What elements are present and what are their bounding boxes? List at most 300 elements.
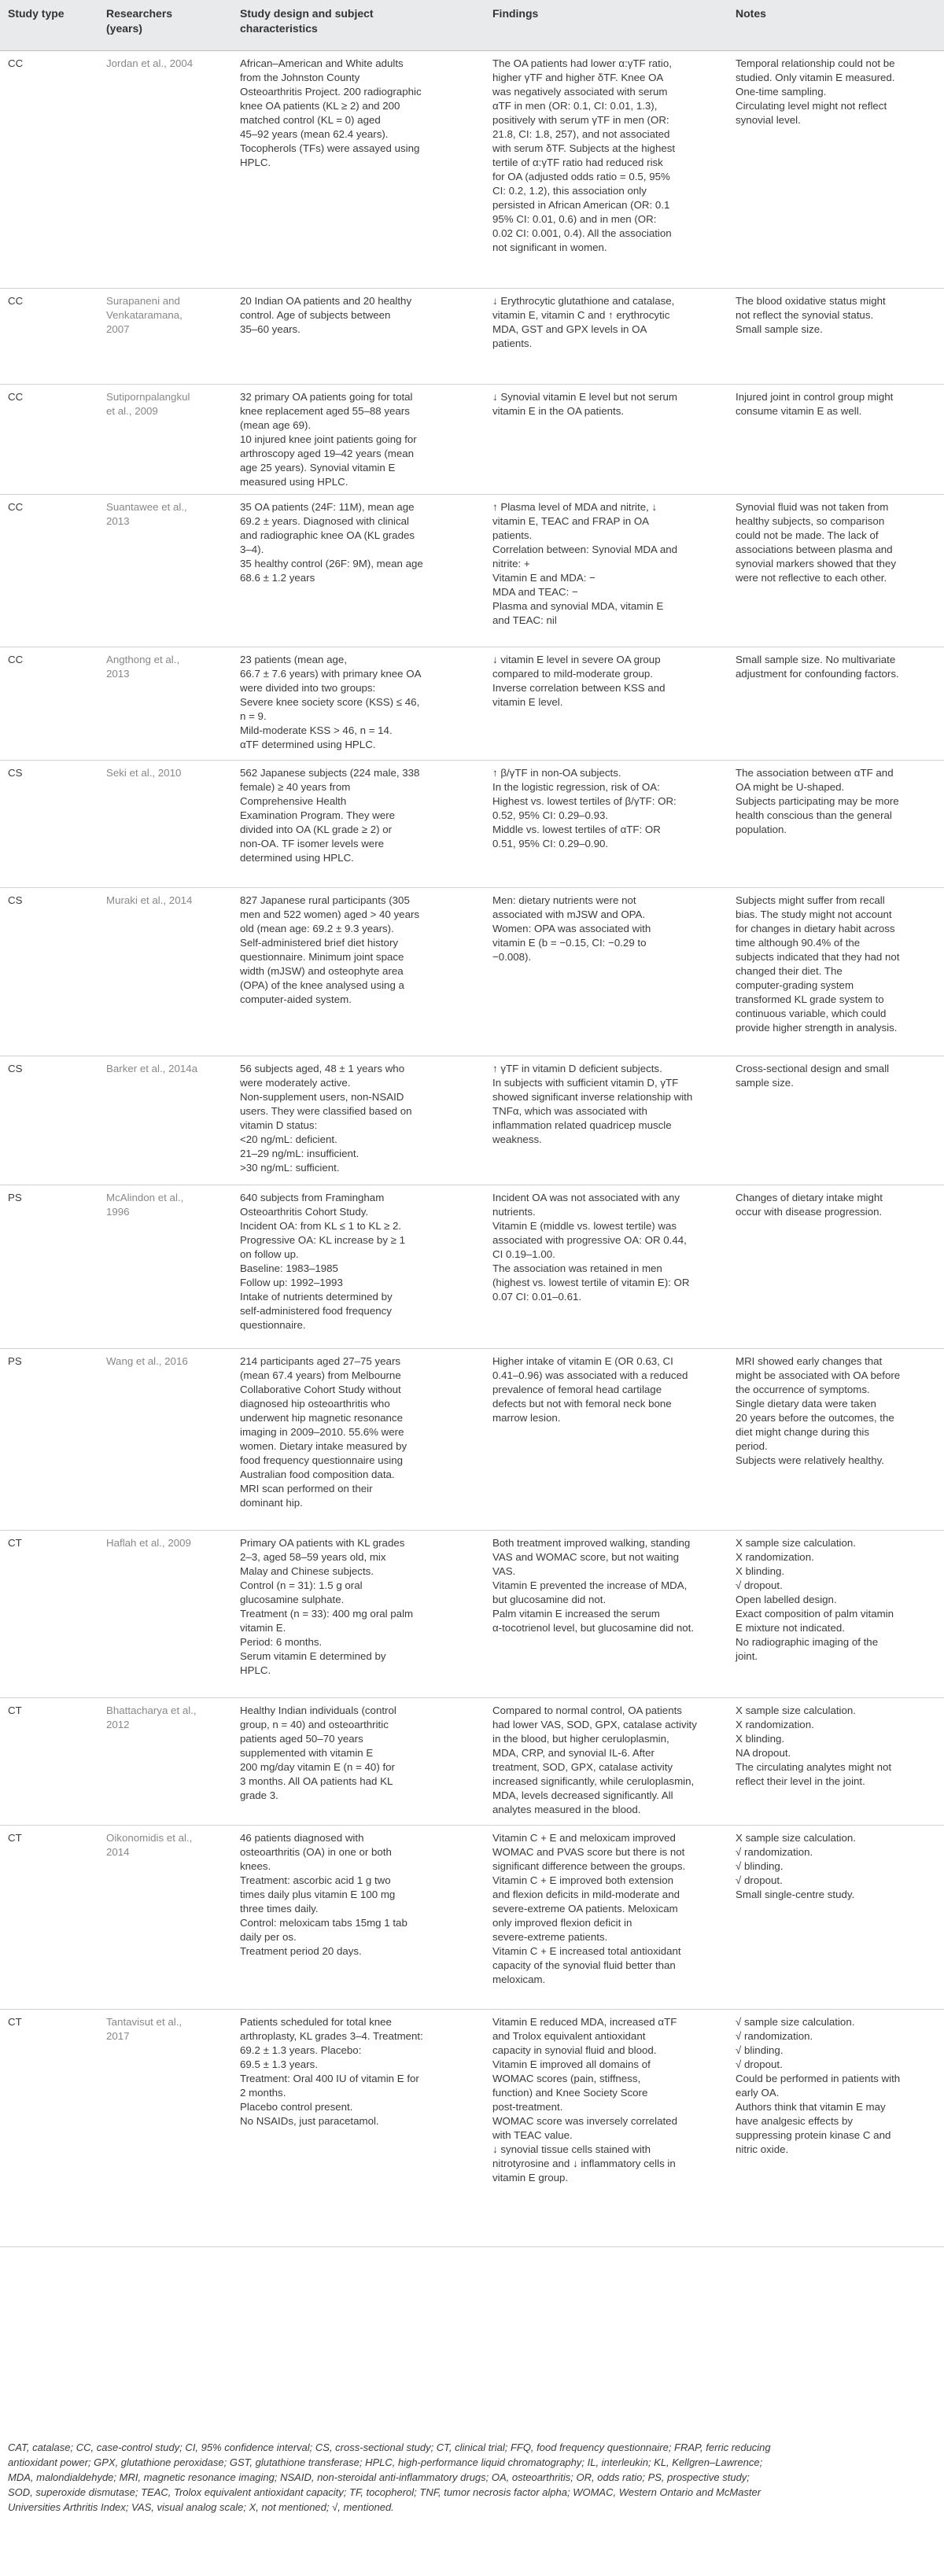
cell-line: Sutipornpalangkul bbox=[106, 391, 190, 403]
cell-line: No radiographic imaging of the bbox=[736, 1636, 879, 1648]
cell-line: Wang et al., 2016 bbox=[106, 1355, 188, 1367]
cell-line: Period: 6 months. bbox=[240, 1636, 323, 1648]
design-cell bbox=[240, 653, 421, 752]
cell-line: α-tocotrienol level, but glucosamine did not. bbox=[492, 1622, 695, 1634]
cell-line: Haflah et al., 2009 bbox=[106, 1537, 191, 1549]
design-cell bbox=[240, 500, 423, 585]
table-footnote bbox=[8, 2440, 936, 2515]
cell-line: Subjects were relatively healthy. bbox=[736, 1454, 884, 1466]
cell-line: 827 Japanese rural participants (305 bbox=[240, 894, 410, 906]
researchers-cell bbox=[106, 1191, 183, 1219]
header-text: Researchers bbox=[106, 7, 173, 20]
cell-line: Malay and Chinese subjects. bbox=[240, 1565, 374, 1577]
cell-line: CC bbox=[8, 57, 24, 69]
study-type-cell bbox=[8, 766, 22, 780]
cell-line: X randomization. bbox=[736, 1551, 814, 1563]
cell-line: CT bbox=[8, 1832, 22, 1844]
cell-line: were not reflective to each other. bbox=[736, 572, 887, 584]
cell-line: 3–4). bbox=[240, 544, 264, 555]
design-cell bbox=[240, 1354, 407, 1510]
notes-cell bbox=[736, 1354, 900, 1468]
cell-line: had lower VAS, SOD, GPX, catalase activity bbox=[492, 1719, 697, 1730]
footnote-line: CAT, catalase; CC, case-control study; CI, 95% confidence interval; CS, cross-sectional study; CT, clinical trial; FFQ, food frequency questionnaire; FRAP, ferric reducing bbox=[8, 2441, 771, 2453]
notes-cell bbox=[736, 653, 899, 681]
cell-line: TNFα, which was associated with bbox=[492, 1105, 647, 1117]
cell-line: Serum vitamin E determined by bbox=[240, 1650, 386, 1662]
cell-line: 69.2 ± 1.3 years. Placebo: bbox=[240, 2044, 362, 2056]
cell-line: arthroscopy aged 19–42 years (mean bbox=[240, 448, 415, 459]
cell-line: underwent hip magnetic resonance bbox=[240, 1412, 403, 1424]
header-text: characteristics bbox=[240, 22, 318, 35]
study-type-cell bbox=[8, 390, 23, 404]
header-researchers bbox=[106, 6, 172, 36]
cell-line: (mean 67.4 years) from Melbourne bbox=[240, 1369, 401, 1381]
cell-line: with TEAC value. bbox=[492, 2129, 573, 2141]
findings-cell bbox=[492, 766, 677, 851]
cell-line: patients aged 50–70 years bbox=[240, 1733, 363, 1745]
cell-line: function) and Knee Society Score bbox=[492, 2087, 648, 2099]
cell-line: Non-supplement users, non-NSAID bbox=[240, 1091, 404, 1103]
cell-line: CT bbox=[8, 1704, 22, 1716]
notes-cell bbox=[736, 57, 895, 127]
cell-line: Subjects participating may be more bbox=[736, 795, 899, 807]
table-header bbox=[0, 0, 944, 50]
cell-line: increased significantly, while ceruloplasmin, bbox=[492, 1775, 695, 1787]
table-row bbox=[0, 647, 944, 761]
cell-line: X sample size calculation. bbox=[736, 1832, 856, 1844]
footnote-line: Universities Arthritis Index; VAS, visual analog scale; X, not mentioned; √, mentioned. bbox=[8, 2501, 394, 2513]
cell-line: nutrients. bbox=[492, 1206, 536, 1218]
cell-line: old (mean age: 69.2 ± 9.3 years). bbox=[240, 923, 394, 934]
cell-line: daily per os. bbox=[240, 1931, 297, 1943]
cell-line: CS bbox=[8, 894, 23, 906]
cell-line: ↓ synovial tissue cells stained with bbox=[492, 2143, 651, 2155]
cell-line: Healthy Indian individuals (control bbox=[240, 1704, 396, 1716]
cell-line: vitamin E (b = −0.15, CI: −0.29 to bbox=[492, 937, 647, 949]
cell-line: marrow lesion. bbox=[492, 1412, 561, 1424]
cell-line: Single dietary data were taken bbox=[736, 1398, 876, 1410]
cell-line: VAS and WOMAC score, but not waiting bbox=[492, 1551, 679, 1563]
cell-line: The association was retained in men bbox=[492, 1262, 662, 1274]
study-type-cell bbox=[8, 1831, 22, 1845]
cell-line: ↑ β/γTF in non-OA subjects. bbox=[492, 767, 621, 779]
cell-line: the occurrence of symptoms. bbox=[736, 1384, 870, 1395]
cell-line: 0.07 CI: 0.01–0.61. bbox=[492, 1291, 582, 1303]
cell-line: et al., 2009 bbox=[106, 405, 158, 417]
design-cell bbox=[240, 390, 417, 489]
cell-line: occur with disease progression. bbox=[736, 1206, 883, 1218]
cell-line: transformed KL grade system to bbox=[736, 993, 884, 1005]
cell-line: group, n = 40) and osteoarthritic bbox=[240, 1719, 389, 1730]
cell-line: MDA and TEAC: − bbox=[492, 586, 578, 598]
cell-line: Open labelled design. bbox=[736, 1594, 837, 1605]
cell-line: CT bbox=[8, 2016, 22, 2028]
cell-line: √ dropout. bbox=[736, 1579, 783, 1591]
cell-line: X blinding. bbox=[736, 1565, 785, 1577]
cell-line: CC bbox=[8, 501, 24, 513]
cell-line: Vitamin C + E improved both extension bbox=[492, 1874, 673, 1886]
cell-line: Men: dietary nutrients were not bbox=[492, 894, 636, 906]
cell-line: 95% CI: 0.01, 0.6) and in men (OR: bbox=[492, 213, 657, 225]
notes-cell bbox=[736, 894, 899, 1035]
cell-line: severe-extreme OA patients. Meloxicam bbox=[492, 1903, 678, 1914]
cell-line: The circulating analytes might not bbox=[736, 1761, 892, 1773]
cell-line: 35 healthy control (26F: 9M), mean age bbox=[240, 558, 423, 569]
cell-line: CT bbox=[8, 1537, 22, 1549]
cell-line: was negatively associated with serum bbox=[492, 86, 668, 98]
cell-line: and TEAC: nil bbox=[492, 614, 557, 626]
cell-line: 21.8, CI: 1.8, 257), and not associated bbox=[492, 128, 670, 140]
cell-line: defects but not with femoral neck bone bbox=[492, 1398, 672, 1410]
cell-line: Circulating level might not reflect bbox=[736, 100, 887, 112]
cell-line: Temporal relationship could not be bbox=[736, 57, 895, 69]
cell-line: 69.2 ± years. Diagnosed with clinical bbox=[240, 515, 409, 527]
cell-line: Authors think that vitamin E may bbox=[736, 2101, 886, 2113]
cell-line: changed their diet. The bbox=[736, 965, 843, 977]
cell-line: Subjects might suffer from recall bbox=[736, 894, 885, 906]
design-cell bbox=[240, 1831, 407, 1959]
cell-line: times daily plus vitamin E 100 mg bbox=[240, 1889, 396, 1900]
findings-cell bbox=[492, 894, 651, 964]
cell-line: 2013 bbox=[106, 515, 130, 527]
cell-line: (highest vs. lowest tertile of vitamin E): OR bbox=[492, 1277, 690, 1288]
cell-line: were divided into two groups: bbox=[240, 682, 376, 694]
cell-line: capacity of the synovial fluid better than bbox=[492, 1959, 676, 1971]
researchers-cell bbox=[106, 294, 183, 337]
notes-cell bbox=[736, 500, 896, 585]
cell-line: Oikonomidis et al., bbox=[106, 1832, 193, 1844]
cell-line: 46 patients diagnosed with bbox=[240, 1832, 364, 1844]
cell-line: √ blinding. bbox=[736, 1860, 784, 1872]
cell-line: 23 patients (mean age, bbox=[240, 654, 348, 665]
findings-cell bbox=[492, 1536, 694, 1635]
cell-line: MDA, CRP, and synovial IL-6. After bbox=[492, 1747, 655, 1759]
cell-line: age 25 years). Synovial vitamin E bbox=[240, 462, 396, 474]
table-row bbox=[0, 495, 944, 647]
footnote-line: antioxidant power; GPX, glutathione peroxidase; GST, glutathione transferase; HPLC, high-performance liquid chromatography; IL, interleukin; KL, Kellgren–Lawrence; bbox=[8, 2456, 763, 2468]
cell-line: Follow up: 1992–1993 bbox=[240, 1277, 343, 1288]
header-text: Findings bbox=[492, 7, 539, 20]
cell-line: PS bbox=[8, 1355, 22, 1367]
cell-line: post-treatment. bbox=[492, 2101, 563, 2113]
cell-line: (mean age 69). bbox=[240, 419, 312, 431]
cell-line: Seki et al., 2010 bbox=[106, 767, 182, 779]
cell-line: vitamin E in the OA patients. bbox=[492, 405, 625, 417]
cell-line: significant difference between the groups. bbox=[492, 1860, 686, 1872]
cell-line: patients. bbox=[492, 337, 533, 349]
study-type-cell bbox=[8, 1704, 22, 1718]
cell-line: E mixture not indicated. bbox=[736, 1622, 845, 1634]
cell-line: Vitamin E and MDA: − bbox=[492, 572, 596, 584]
design-cell bbox=[240, 294, 411, 337]
design-cell bbox=[240, 1062, 412, 1175]
cell-line: measured using HPLC. bbox=[240, 476, 348, 488]
cell-line: In subjects with sufficient vitamin D, γTF bbox=[492, 1077, 679, 1089]
cell-line: Cross-sectional design and small bbox=[736, 1063, 890, 1074]
cell-line: CC bbox=[8, 295, 24, 307]
cell-line: food frequency questionnaire using bbox=[240, 1454, 403, 1466]
cell-line: healthy subjects, so comparison bbox=[736, 515, 885, 527]
cell-line: reflect their level in the joint. bbox=[736, 1775, 865, 1787]
cell-line: Treatment: Oral 400 IU of vitamin E for bbox=[240, 2073, 419, 2084]
findings-cell bbox=[492, 390, 677, 418]
cell-line: from the Johnston County bbox=[240, 72, 360, 83]
cell-line: 200 mg/day vitamin E (n = 40) for bbox=[240, 1761, 395, 1773]
design-cell bbox=[240, 894, 419, 1007]
notes-cell bbox=[736, 1831, 856, 1902]
cell-line: −0.008). bbox=[492, 951, 532, 963]
cell-line: Tantavisut et al., bbox=[106, 2016, 183, 2028]
table-row bbox=[0, 289, 944, 385]
cell-line: consume vitamin E as well. bbox=[736, 405, 862, 417]
cell-line: In the logistic regression, risk of OA: bbox=[492, 781, 660, 793]
researchers-cell bbox=[106, 1831, 192, 1859]
cell-line: The association between αTF and bbox=[736, 767, 894, 779]
cell-line: 1996 bbox=[106, 1206, 130, 1218]
table-row bbox=[0, 1349, 944, 1531]
cell-line: Vitamin E reduced MDA, increased αTF bbox=[492, 2016, 677, 2028]
cell-line: 0.02 CI: 0.001, 0.4). All the association bbox=[492, 227, 672, 239]
study-type-cell bbox=[8, 1062, 22, 1076]
findings-cell bbox=[492, 1062, 692, 1147]
design-cell bbox=[240, 2015, 423, 2128]
table-row bbox=[0, 51, 944, 289]
table-row bbox=[0, 2010, 944, 2247]
cell-line: 69.5 ± 1.3 years. bbox=[240, 2058, 318, 2070]
notes-cell bbox=[736, 390, 893, 418]
findings-cell bbox=[492, 57, 675, 255]
cell-line: n = 9. bbox=[240, 710, 267, 722]
cell-line: Incident OA: from KL ≤ 1 to KL ≥ 2. bbox=[240, 1220, 402, 1232]
cell-line: 214 participants aged 27–75 years bbox=[240, 1355, 401, 1367]
notes-cell bbox=[736, 1062, 889, 1090]
cell-line: Higher intake of vitamin E (OR 0.63, CI bbox=[492, 1355, 673, 1367]
cell-line: knee OA patients (KL ≥ 2) and 200 bbox=[240, 100, 400, 112]
cell-line: and Trolox equivalent antioxidant bbox=[492, 2030, 646, 2042]
researchers-cell bbox=[106, 500, 187, 529]
cell-line: Synovial fluid was not taken from bbox=[736, 501, 889, 513]
cell-line: CS bbox=[8, 767, 23, 779]
cell-line: vitamin E group. bbox=[492, 2172, 569, 2184]
cell-line: ↓ Erythrocytic glutathione and catalase, bbox=[492, 295, 675, 307]
design-cell bbox=[240, 57, 422, 170]
cell-line: >30 ng/mL: sufficient. bbox=[240, 1162, 340, 1174]
notes-cell bbox=[736, 2015, 900, 2157]
cell-line: Changes of dietary intake might bbox=[736, 1192, 883, 1203]
cell-line: VAS. bbox=[492, 1565, 516, 1577]
cell-line: treatment, SOD, GPX, catalase activity bbox=[492, 1761, 673, 1773]
cell-line: African–American and White adults bbox=[240, 57, 404, 69]
cell-line: subjects indicated that they had not bbox=[736, 951, 900, 963]
cell-line: Collaborative Cohort Study without bbox=[240, 1384, 401, 1395]
cell-line: Inverse correlation between KSS and bbox=[492, 682, 666, 694]
cell-line: inflammation related quadricep muscle bbox=[492, 1119, 672, 1131]
cell-line: studied. Only vitamin E measured. bbox=[736, 72, 895, 83]
cell-line: were moderately active. bbox=[240, 1077, 351, 1089]
cell-line: 2014 bbox=[106, 1846, 130, 1858]
cell-line: Correlation between: Synovial MDA and bbox=[492, 544, 678, 555]
cell-line: only improved flexion deficit in bbox=[492, 1917, 632, 1929]
cell-line: with serum δTF. Subjects at the highest bbox=[492, 142, 676, 154]
cell-line: knees. bbox=[240, 1860, 271, 1872]
cell-line: analytes measured in the blood. bbox=[492, 1804, 641, 1815]
cell-line: matched control (KL = 0) aged bbox=[240, 114, 381, 126]
cell-line: Injured joint in control group might bbox=[736, 391, 894, 403]
design-cell bbox=[240, 1704, 396, 1803]
findings-cell bbox=[492, 1191, 690, 1304]
cell-line: X blinding. bbox=[736, 1733, 785, 1745]
cell-line: weakness. bbox=[492, 1133, 542, 1145]
cell-line: early OA. bbox=[736, 2087, 780, 2099]
cell-line: nitrite: + bbox=[492, 558, 530, 569]
cell-line: Australian food composition data. bbox=[240, 1469, 395, 1480]
cell-line: Incident OA was not associated with any bbox=[492, 1192, 680, 1203]
study-type-cell bbox=[8, 1354, 22, 1369]
cell-line: 2017 bbox=[106, 2030, 130, 2042]
cell-line: Mild-moderate KSS > 46, n = 14. bbox=[240, 724, 393, 736]
cell-line: nitric oxide. bbox=[736, 2143, 789, 2155]
cell-line: diet might change during this bbox=[736, 1426, 870, 1438]
cell-line: for changes in dietary habit across bbox=[736, 923, 895, 934]
cell-line: ↓ vitamin E level in severe OA group bbox=[492, 654, 661, 665]
header-text: Study design and subject bbox=[240, 7, 374, 20]
cell-line: 0.52, 95% CI: 0.29–0.93. bbox=[492, 809, 609, 821]
cell-line: Baseline: 1983–1985 bbox=[240, 1262, 338, 1274]
cell-line: users. They were classified based on bbox=[240, 1105, 412, 1117]
cell-line: period. bbox=[736, 1440, 768, 1452]
cell-line: √ randomization. bbox=[736, 2030, 813, 2042]
researchers-cell bbox=[106, 390, 190, 418]
cell-line: HPLC. bbox=[240, 1664, 271, 1676]
cell-line: Control (n = 31): 1.5 g oral bbox=[240, 1579, 363, 1591]
cell-line: Treatment: ascorbic acid 1 g two bbox=[240, 1874, 391, 1886]
cell-line: Palm vitamin E increased the serum bbox=[492, 1608, 660, 1620]
header-text: Study type bbox=[8, 7, 65, 20]
researchers-cell bbox=[106, 1704, 197, 1732]
cell-line: joint. bbox=[736, 1650, 758, 1662]
cell-line: population. bbox=[736, 824, 787, 835]
header-findings bbox=[492, 6, 538, 21]
cell-line: Vitamin E prevented the increase of MDA, bbox=[492, 1579, 688, 1591]
cell-line: could not be made. The lack of bbox=[736, 529, 879, 541]
cell-line: 45–92 years (mean 62.4 years). bbox=[240, 128, 389, 140]
cell-line: Vitamin C + E increased total antioxidant bbox=[492, 1945, 681, 1957]
header-text: Notes bbox=[736, 7, 766, 20]
cell-line: tertile of α:γTF ratio had reduced risk bbox=[492, 157, 663, 168]
cell-line: Osteoarthritis Project. 200 radiographic bbox=[240, 86, 422, 98]
cell-line: Small sample size. No multivariate bbox=[736, 654, 896, 665]
cell-line: persisted in African American (OR: 0.1 bbox=[492, 199, 670, 211]
table-row bbox=[0, 1826, 944, 2010]
findings-cell bbox=[492, 1354, 688, 1425]
cell-line: WOMAC score was inversely correlated bbox=[492, 2115, 677, 2127]
cell-line: Small sample size. bbox=[736, 323, 823, 335]
study-type-cell bbox=[8, 294, 23, 308]
findings-cell bbox=[492, 1704, 697, 1817]
cell-line: men and 522 women) aged > 40 years bbox=[240, 908, 420, 920]
cell-line: Venkataramana, bbox=[106, 309, 183, 321]
cell-line: NA dropout. bbox=[736, 1747, 791, 1759]
cell-line: Intake of nutrients determined by bbox=[240, 1291, 393, 1303]
cell-line: meloxicam. bbox=[492, 1973, 546, 1985]
table-row bbox=[0, 1531, 944, 1698]
cell-line: Control: meloxicam tabs 15mg 1 tab bbox=[240, 1917, 407, 1929]
cell-line: vitamin E. bbox=[240, 1622, 286, 1634]
study-type-cell bbox=[8, 1536, 22, 1550]
cell-line: vitamin D status: bbox=[240, 1119, 318, 1131]
cell-line: MDA, levels decreased significantly. All bbox=[492, 1789, 673, 1801]
study-type-cell bbox=[8, 2015, 22, 2029]
cell-line: 2013 bbox=[106, 668, 130, 680]
table-row bbox=[0, 761, 944, 888]
cell-line: The blood oxidative status might bbox=[736, 295, 886, 307]
cell-line: No NSAIDs, just paracetamol. bbox=[240, 2115, 379, 2127]
cell-line: √ sample size calculation. bbox=[736, 2016, 855, 2028]
cell-line: glucosamine sulphate. bbox=[240, 1594, 345, 1605]
researchers-cell bbox=[106, 1062, 197, 1076]
cell-line: Vitamin C + E and meloxicam improved bbox=[492, 1832, 676, 1844]
findings-cell bbox=[492, 653, 666, 709]
cell-line: Comprehensive Health bbox=[240, 795, 347, 807]
cell-line: osteoarthritis (OA) in one or both bbox=[240, 1846, 392, 1858]
researchers-cell bbox=[106, 57, 193, 71]
cell-line: in the blood, but higher ceruloplasmin, bbox=[492, 1733, 669, 1745]
cell-line: X sample size calculation. bbox=[736, 1537, 856, 1549]
table-row bbox=[0, 888, 944, 1056]
table-row bbox=[0, 1698, 944, 1826]
cell-line: Osteoarthritis Cohort Study. bbox=[240, 1206, 369, 1218]
cell-line: suppressing protein kinase C and bbox=[736, 2129, 891, 2141]
cell-line: WOMAC scores (pain, stiffness, bbox=[492, 2073, 641, 2084]
cell-line: 21–29 ng/mL: insufficient. bbox=[240, 1148, 360, 1159]
cell-line: Treatment (n = 33): 400 mg oral palm bbox=[240, 1608, 414, 1620]
cell-line: Treatment period 20 days. bbox=[240, 1945, 362, 1957]
cell-line: OA might be U-shaped. bbox=[736, 781, 845, 793]
cell-line: bias. The study might not account bbox=[736, 908, 892, 920]
cell-line: 35 OA patients (24F: 11M), mean age bbox=[240, 501, 415, 513]
table-row bbox=[0, 1185, 944, 1349]
cell-line: width (mJSW) and osteophyte area bbox=[240, 965, 404, 977]
cell-line: diagnosed hip osteoarthritis who bbox=[240, 1398, 390, 1410]
cell-line: PS bbox=[8, 1192, 22, 1203]
cell-line: Vitamin E (middle vs. lowest tertile) was bbox=[492, 1220, 677, 1232]
header-study-type bbox=[8, 6, 65, 21]
cell-line: CC bbox=[8, 391, 24, 403]
researchers-cell bbox=[106, 2015, 182, 2043]
cell-line: 35–60 years. bbox=[240, 323, 301, 335]
cell-line: positively with serum γTF in men (OR: bbox=[492, 114, 669, 126]
cell-line: CC bbox=[8, 654, 24, 665]
cell-line: MDA, GST and GPX levels in OA bbox=[492, 323, 647, 335]
cell-line: divided into OA (KL grade ≥ 2) or bbox=[240, 824, 393, 835]
cell-line: Compared to normal control, OA patients bbox=[492, 1704, 682, 1716]
researchers-cell bbox=[106, 894, 192, 908]
cell-line: ↓ Synovial vitamin E level but not serum bbox=[492, 391, 678, 403]
cell-line: √ randomization. bbox=[736, 1846, 813, 1858]
table-row bbox=[0, 1056, 944, 1185]
cell-line: Barker et al., 2014a bbox=[106, 1063, 198, 1074]
cell-line: CI 0.19–1.00. bbox=[492, 1248, 555, 1260]
cell-line: ↑ Plasma level of MDA and nitrite, ↓ bbox=[492, 501, 658, 513]
cell-line: X sample size calculation. bbox=[736, 1704, 856, 1716]
cell-line: associations between plasma and bbox=[736, 544, 893, 555]
cell-line: Women: OPA was associated with bbox=[492, 923, 651, 934]
header-text: (years) bbox=[106, 22, 142, 35]
notes-cell bbox=[736, 766, 899, 837]
cell-line: MRI scan performed on their bbox=[240, 1483, 373, 1494]
cell-line: (OPA) of the knee analysed using a bbox=[240, 979, 404, 991]
cell-line: synovial markers showed that they bbox=[736, 558, 896, 569]
